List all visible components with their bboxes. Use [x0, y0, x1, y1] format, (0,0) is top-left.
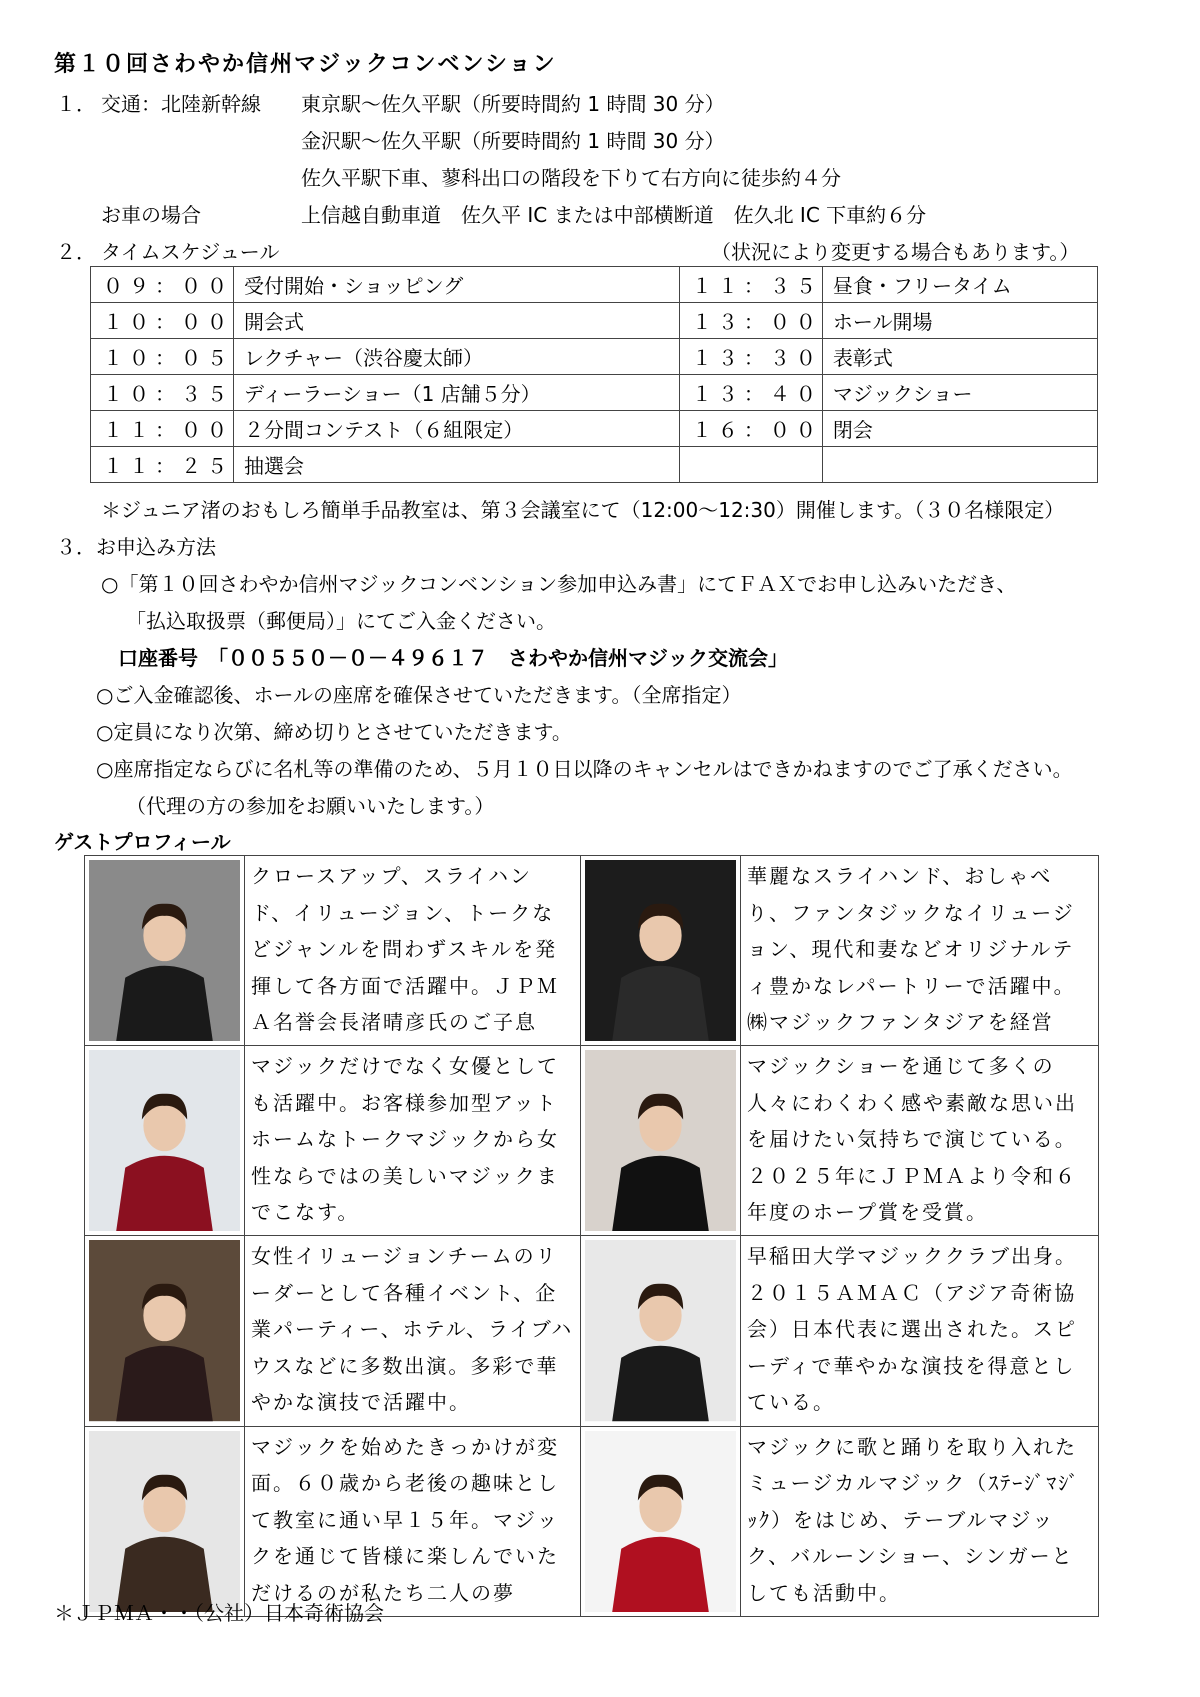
apply-cancel-note: ○座席指定ならびに名札等の準備のため、５月１０日以降のキャンセルはできかねますのでご了承ください。	[96, 757, 1073, 781]
schedule-time: １３：３０	[679, 339, 822, 375]
guest-photo	[581, 1046, 741, 1236]
guest-description: 早稲田大学マジッククラブ出身。２０１５ＡＭＡＣ（アジア奇術協会）日本代表に選出された。スピーディで華やかな演技を得意としている。	[741, 1236, 1099, 1426]
schedule-event	[822, 447, 1097, 483]
guest-row	[85, 1236, 1099, 1426]
guest-photo	[85, 1046, 245, 1236]
performer-photo-image	[585, 1050, 736, 1231]
guest-description: 華麗なスライハンド、おしゃべり、ファンタジックなイリュージョン、現代和妻などオリジナルティ豊かなレパートリーで活躍中。㈱マジックファンタジアを経営	[741, 856, 1099, 1046]
guest-photo	[85, 1426, 245, 1616]
jpma-footnote: ＊ＪＰＭＡ・・（公社）日本奇術協会	[54, 1601, 384, 1625]
schedule-event: マジックショー	[822, 375, 1097, 411]
schedule-row	[91, 375, 1098, 411]
guest-photo	[85, 1236, 245, 1426]
guest-row	[85, 1426, 1099, 1616]
guest-description: クロースアップ、スライハンド、イリュージョン、トークなどジャンルを問わずスキルを発揮して各方面で活躍中。ＪＰＭＡ名誉会長渚晴彦氏のご子息	[245, 856, 581, 1046]
schedule-time: ０９：００	[91, 267, 234, 303]
guest-row	[85, 1046, 1099, 1236]
schedule-time: １０：３５	[91, 375, 234, 411]
guest-description: マジックだけでなく女優としても活躍中。お客様参加型アットホームなトークマジックから女性ならではの美しいマジックまでこなす。	[245, 1046, 581, 1236]
schedule-row	[91, 267, 1098, 303]
schedule-time: １３：００	[679, 303, 822, 339]
schedule-row	[91, 411, 1098, 447]
performer-photo-image	[585, 1240, 736, 1421]
guest-photo	[581, 1426, 741, 1616]
schedule-time: １３：４０	[679, 375, 822, 411]
schedule-event: 表彰式	[822, 339, 1097, 375]
guest-photo	[581, 856, 741, 1046]
schedule-event: レクチャー（渋谷慶太師）	[234, 339, 680, 375]
apply-seat-note: ○ご入金確認後、ホールの座席を確保させていただきます。（全席指定）	[96, 683, 742, 707]
performer-photo-image	[89, 1431, 240, 1612]
apply-proxy-note: （代理の方の参加をお願いいたします。）	[126, 794, 495, 818]
junior-class-note: ＊ジュニア渚のおもしろ簡単手品教室は、第３会議室にて（12:00～12:30）開催します。（３０名様限定）	[101, 498, 1065, 522]
schedule-table	[90, 266, 1098, 483]
performer-photo-image	[585, 860, 736, 1041]
schedule-event: ホール開場	[822, 303, 1097, 339]
performer-photo-image	[585, 1431, 736, 1612]
schedule-row	[91, 303, 1098, 339]
guest-photo	[581, 1236, 741, 1426]
schedule-event: 受付開始・ショッピング	[234, 267, 680, 303]
guest-description: マジックに歌と踊りを取り入れたミュージカルマジック（ｽﾃｰｼﾞﾏｼﾞｯｸ）をはじめ、テーブルマジック、バルーンショー、シンガーとしても活動中。	[741, 1426, 1099, 1616]
apply-fax-text: ○「第１０回さわやか信州マジックコンベンション参加申込み書」にてＦＡＸでお申し込みいただき、	[101, 572, 1017, 596]
schedule-event: 昼食・フリータイム	[822, 267, 1097, 303]
schedule-event: ２分間コンテスト（６組限定）	[234, 411, 680, 447]
schedule-event: 閉会	[822, 411, 1097, 447]
apply-deadline-note: ○定員になり次第、締め切りとさせていただきます。	[96, 720, 572, 744]
schedule-event: 抽選会	[234, 447, 680, 483]
account-number: 口座番号 「００５５０－０－４９６１７ さわやか信州マジック交流会」	[118, 646, 788, 670]
schedule-event: ディーラーショー（1 店舗５分）	[234, 375, 680, 411]
schedule-time	[679, 447, 822, 483]
apply-payment-text: 「払込取扱票（郵便局）」にてご入金ください。	[126, 609, 556, 633]
section-3-number: ３．	[56, 535, 96, 559]
schedule-time: １６：００	[679, 411, 822, 447]
section-1-number: １．	[56, 92, 96, 116]
access-route-tokyo: 東京駅～佐久平駅（所要時間約 1 時間 30 分）	[301, 92, 725, 116]
access-route-kanazawa: 金沢駅～佐久平駅（所要時間約 1 時間 30 分）	[301, 129, 725, 153]
access-walk-directions: 佐久平駅下車、蓼科出口の階段を下りて右方向に徒歩約４分	[301, 166, 841, 190]
schedule-note: （状況により変更する場合もあります。）	[711, 240, 1080, 264]
guest-description: マジックを始めたきっかけが変面。６０歳から老後の趣味として教室に通い早１５年。マジックを通じて皆様に楽しんでいただけるのが私たち二人の夢	[245, 1426, 581, 1616]
car-access-label: お車の場合	[101, 203, 201, 227]
guest-profile-heading: ゲストプロフィール	[54, 830, 231, 854]
guest-description: 女性イリュージョンチームのリーダーとして各種イベント、企業パーティー、ホテル、ライブハウスなどに多数出演。多彩で華やかな演技で活躍中。	[245, 1236, 581, 1426]
access-label: 交通：北陸新幹線	[101, 92, 261, 116]
schedule-time: １１：２５	[91, 447, 234, 483]
guest-description: マジックショーを通じて多くの人々にわくわく感や素敵な思い出を届けたい気持ちで演じている。２０２５年にＪＰＭＡより令和６年度のホープ賞を受賞。	[741, 1046, 1099, 1236]
guest-profile-table	[84, 855, 1099, 1617]
car-access-text: 上信越自動車道 佐久平 IC または中部横断道 佐久北 IC 下車約６分	[301, 203, 927, 227]
schedule-heading: タイムスケジュール	[101, 240, 280, 264]
schedule-time: １１：００	[91, 411, 234, 447]
schedule-time: １０：０５	[91, 339, 234, 375]
performer-photo-image	[89, 1050, 240, 1231]
schedule-time: １１：３５	[679, 267, 822, 303]
guest-row	[85, 856, 1099, 1046]
schedule-row	[91, 447, 1098, 483]
schedule-event: 開会式	[234, 303, 680, 339]
section-2-number: ２．	[56, 240, 96, 264]
schedule-time: １０：００	[91, 303, 234, 339]
schedule-row	[91, 339, 1098, 375]
performer-photo-image	[89, 1240, 240, 1421]
page-title: 第１０回さわやか信州マジックコンベンション	[54, 52, 557, 77]
performer-photo-image	[89, 860, 240, 1041]
guest-photo	[85, 856, 245, 1046]
apply-heading: お申込み方法	[96, 535, 216, 559]
